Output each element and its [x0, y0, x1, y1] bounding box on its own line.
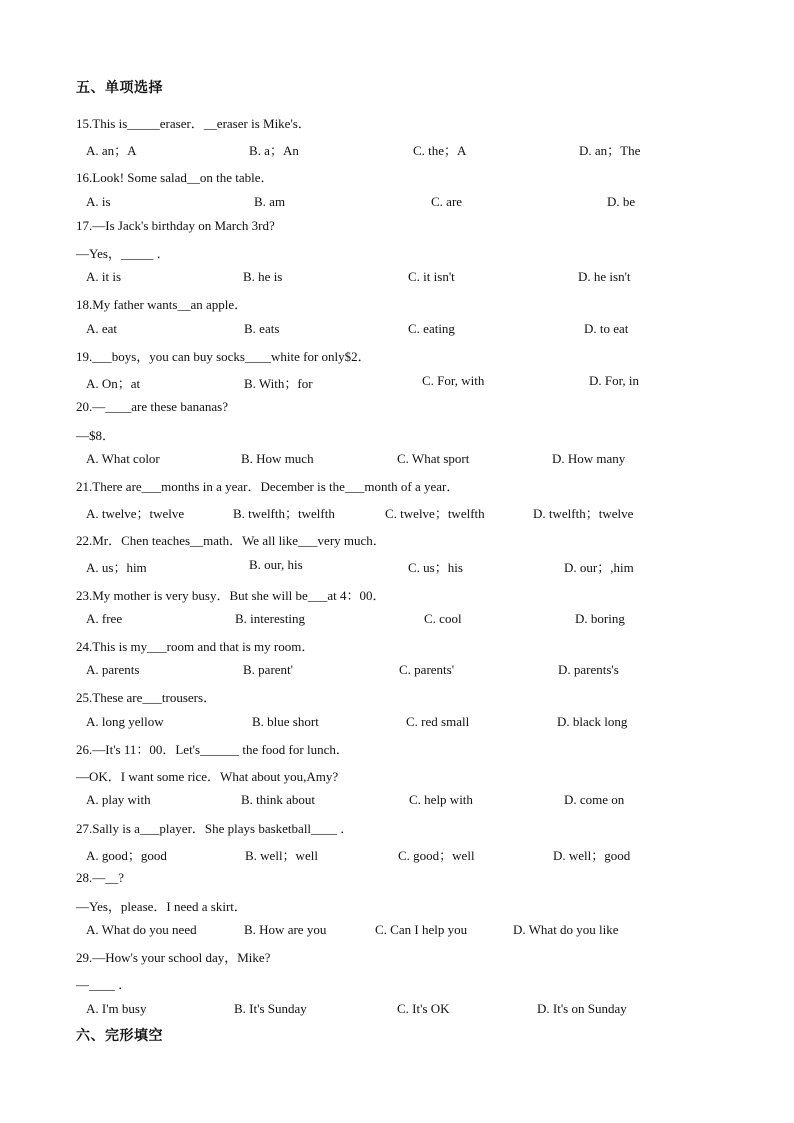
question-23-option-c[interactable]: C. cool [424, 611, 462, 626]
question-29-stem: 29.—How's your school day，Mike? [76, 950, 271, 965]
question-24-option-c[interactable]: C. parents' [399, 662, 455, 677]
question-17-option-c[interactable]: C. it isn't [408, 269, 455, 284]
question-26-option-c[interactable]: C. help with [409, 792, 473, 807]
question-20-option-d[interactable]: D. How many [552, 451, 626, 466]
question-24-option-d[interactable]: D. parents's [558, 662, 619, 677]
question-25-stem: 25.These are___trousers． [76, 690, 217, 705]
question-20-option-c[interactable]: C. What sport [397, 451, 470, 466]
question-21-option-b[interactable]: B. twelfth；twelfth [233, 506, 335, 521]
question-29-stem-line-2: —____ ． [76, 977, 132, 992]
section-heading-single-choice: 五、单项选择 [76, 80, 163, 96]
question-20-option-b[interactable]: B. How much [241, 451, 314, 466]
question-18-option-a[interactable]: A. eat [86, 321, 118, 336]
question-25-option-d[interactable]: D. black long [557, 714, 628, 729]
question-27-option-d[interactable]: D. well；good [553, 848, 631, 863]
question-20-option-a[interactable]: A. What color [86, 451, 160, 466]
question-22-option-a[interactable]: A. us；him [86, 560, 147, 575]
question-23-stem: 23.My mother is very busy．But she will be___at 4：00． [76, 588, 386, 603]
question-27-stem: 27.Sally is a___player．She plays basketball____ ． [76, 821, 354, 836]
question-18-option-b[interactable]: B. eats [244, 321, 280, 336]
question-15-stem: 15.This is_____eraser．__eraser is Mike's． [76, 116, 311, 131]
question-29-option-a[interactable]: A. I'm busy [86, 1001, 147, 1016]
question-24-option-a[interactable]: A. parents [86, 662, 140, 677]
question-16-option-c[interactable]: C. are [431, 194, 463, 209]
question-15-option-a[interactable]: A. an；A [86, 143, 137, 158]
question-25-option-c[interactable]: C. red small [406, 714, 470, 729]
question-21-option-a[interactable]: A. twelve；twelve [86, 506, 185, 521]
question-21-stem: 21.There are___months in a year．December is the___month of a year． [76, 479, 460, 494]
question-23-option-d[interactable]: D. boring [575, 611, 625, 626]
question-17-option-a[interactable]: A. it is [86, 269, 122, 284]
question-28-stem: 28.—__? [76, 870, 125, 885]
question-29-option-b[interactable]: B. It's Sunday [234, 1001, 307, 1016]
question-26-stem-line-2: —OK．I want some rice．What about you,Amy? [76, 769, 339, 784]
question-19-option-d[interactable]: D. For, in [589, 373, 640, 388]
question-26-option-d[interactable]: D. come on [564, 792, 625, 807]
question-15-option-c[interactable]: C. the；A [413, 143, 467, 158]
question-16-option-d[interactable]: D. be [607, 194, 636, 209]
question-28-stem-line-2: —Yes，please．I need a skirt． [76, 899, 247, 914]
question-28-option-d[interactable]: D. What do you like [513, 922, 619, 937]
question-17-option-d[interactable]: D. he isn't [578, 269, 631, 284]
question-16-option-b[interactable]: B. am [254, 194, 286, 209]
question-19-option-c[interactable]: C. For, with [422, 373, 485, 388]
question-15-option-b[interactable]: B. a；An [249, 143, 299, 158]
question-26-option-a[interactable]: A. play with [86, 792, 151, 807]
question-18-stem: 18.My father wants__an apple． [76, 297, 248, 312]
question-17-stem-line-2: —Yes，_____ ． [76, 246, 170, 261]
question-22-option-d[interactable]: D. our；,him [564, 560, 634, 575]
question-22-option-b[interactable]: B. our, his [249, 557, 303, 572]
question-29-option-d[interactable]: D. It's on Sunday [537, 1001, 627, 1016]
question-24-option-b[interactable]: B. parent' [243, 662, 293, 677]
question-21-option-c[interactable]: C. twelve；twelfth [385, 506, 485, 521]
question-26-stem: 26.—It's 11：00．Let's______ the food for lunch． [76, 742, 349, 757]
question-16-stem: 16.Look! Some salad__on the table． [76, 170, 274, 185]
question-28-option-a[interactable]: A. What do you need [86, 922, 197, 937]
question-23-option-a[interactable]: A. free [86, 611, 123, 626]
question-24-stem: 24.This is my___room and that is my room． [76, 639, 315, 654]
section-heading-cloze: 六、完形填空 [76, 1028, 163, 1044]
question-23-option-b[interactable]: B. interesting [235, 611, 306, 626]
question-22-option-c[interactable]: C. us；his [408, 560, 463, 575]
question-19-stem: 19.___boys，you can buy socks____white for only$2． [76, 349, 371, 364]
question-29-option-c[interactable]: C. It's OK [397, 1001, 450, 1016]
question-19-option-a[interactable]: A. On；at [86, 376, 141, 391]
question-20-stem: 20.—____are these bananas? [76, 399, 228, 414]
question-17-stem: 17.—Is Jack's birthday on March 3rd? [76, 218, 275, 233]
question-27-option-a[interactable]: A. good；good [86, 848, 167, 863]
question-16-option-a[interactable]: A. is [86, 194, 111, 209]
question-27-option-b[interactable]: B. well；well [245, 848, 318, 863]
question-27-option-c[interactable]: C. good；well [398, 848, 475, 863]
question-26-option-b[interactable]: B. think about [241, 792, 316, 807]
question-20-stem-line-2: —$8． [76, 428, 116, 443]
question-17-option-b[interactable]: B. he is [243, 269, 283, 284]
question-22-stem: 22.Mr．Chen teaches__math．We all like___very much． [76, 533, 386, 548]
question-21-option-d[interactable]: D. twelfth；twelve [533, 506, 634, 521]
question-19-option-b[interactable]: B. With；for [244, 376, 313, 391]
question-15-option-d[interactable]: D. an；The [579, 143, 641, 158]
question-18-option-d[interactable]: D. to eat [584, 321, 629, 336]
question-25-option-b[interactable]: B. blue short [252, 714, 319, 729]
question-28-option-b[interactable]: B. How are you [244, 922, 327, 937]
question-18-option-c[interactable]: C. eating [408, 321, 455, 336]
question-25-option-a[interactable]: A. long yellow [86, 714, 164, 729]
question-28-option-c[interactable]: C. Can I help you [375, 922, 468, 937]
